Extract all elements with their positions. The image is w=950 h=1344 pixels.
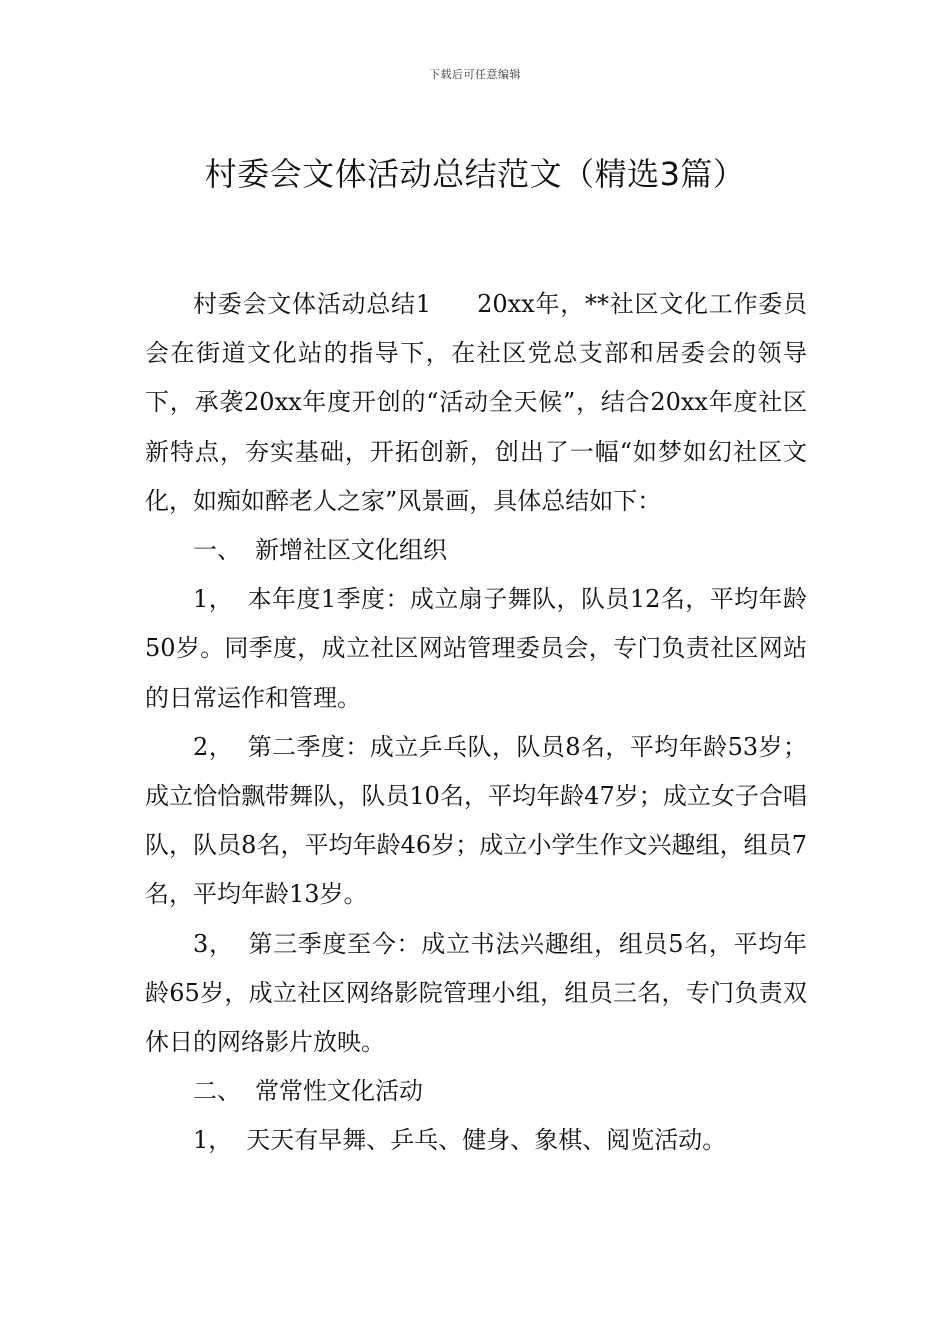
document-body bbox=[145, 280, 807, 1166]
section-heading bbox=[145, 526, 807, 575]
section-marker: 一、 bbox=[193, 536, 241, 565]
section-marker: 二、 bbox=[193, 1077, 241, 1106]
item-text: 第三季度至今：成立书法兴趣组，组员5名，平均年龄65岁，成立社区网络影院管理小组，组员三名，专门负责双休日的网络影片放映。 bbox=[145, 929, 807, 1057]
section-heading-text: 常常性文化活动 bbox=[255, 1077, 423, 1106]
list-item bbox=[145, 723, 807, 920]
item-marker: 1， bbox=[193, 1126, 233, 1155]
item-text: 第二季度：成立乒乓队，队员8名，平均年龄53岁；成立恰恰飘带舞队，队员10名，平均年龄47岁；成立女子合唱队，队员8名，平均年龄46岁；成立小学生作文兴趣组，组员7名，平均年龄13岁。 bbox=[145, 732, 807, 909]
intro-lead: 村委会文体活动总结1 bbox=[193, 290, 432, 318]
list-item bbox=[145, 575, 807, 723]
intro-paragraph bbox=[145, 280, 807, 526]
item-text: 本年度1季度：成立扇子舞队，队员12名，平均年龄50岁。同季度，成立社区网站管理委员会，专门负责社区网站的日常运作和管理。 bbox=[145, 585, 807, 712]
header-note: 下载后可任意编辑 bbox=[429, 68, 521, 81]
document-title: 村委会文体活动总结范文（精选3篇） bbox=[204, 155, 746, 194]
item-marker: 1， bbox=[193, 585, 234, 614]
list-item bbox=[145, 920, 807, 1068]
section-heading-text: 新增社区文化组织 bbox=[255, 536, 447, 565]
intro-text: 20xx年，**社区文化工作委员会在街道文化站的指导下，在社区党总支部和居委会的领导下，承袭20xx年度开创的“活动全天候”，结合20xx年度社区新特点，夯实基础，开拓创新，创出了一幅“如梦如幻社区文化，如痴如醉老人之家”风景画，具体总结如下： bbox=[145, 290, 807, 515]
list-item bbox=[145, 1116, 807, 1165]
item-marker: 3， bbox=[193, 929, 234, 958]
section-heading bbox=[145, 1067, 807, 1116]
item-marker: 2， bbox=[193, 732, 234, 761]
item-text: 天天有早舞、乒乓、健身、象棋、阅览活动。 bbox=[246, 1126, 727, 1155]
